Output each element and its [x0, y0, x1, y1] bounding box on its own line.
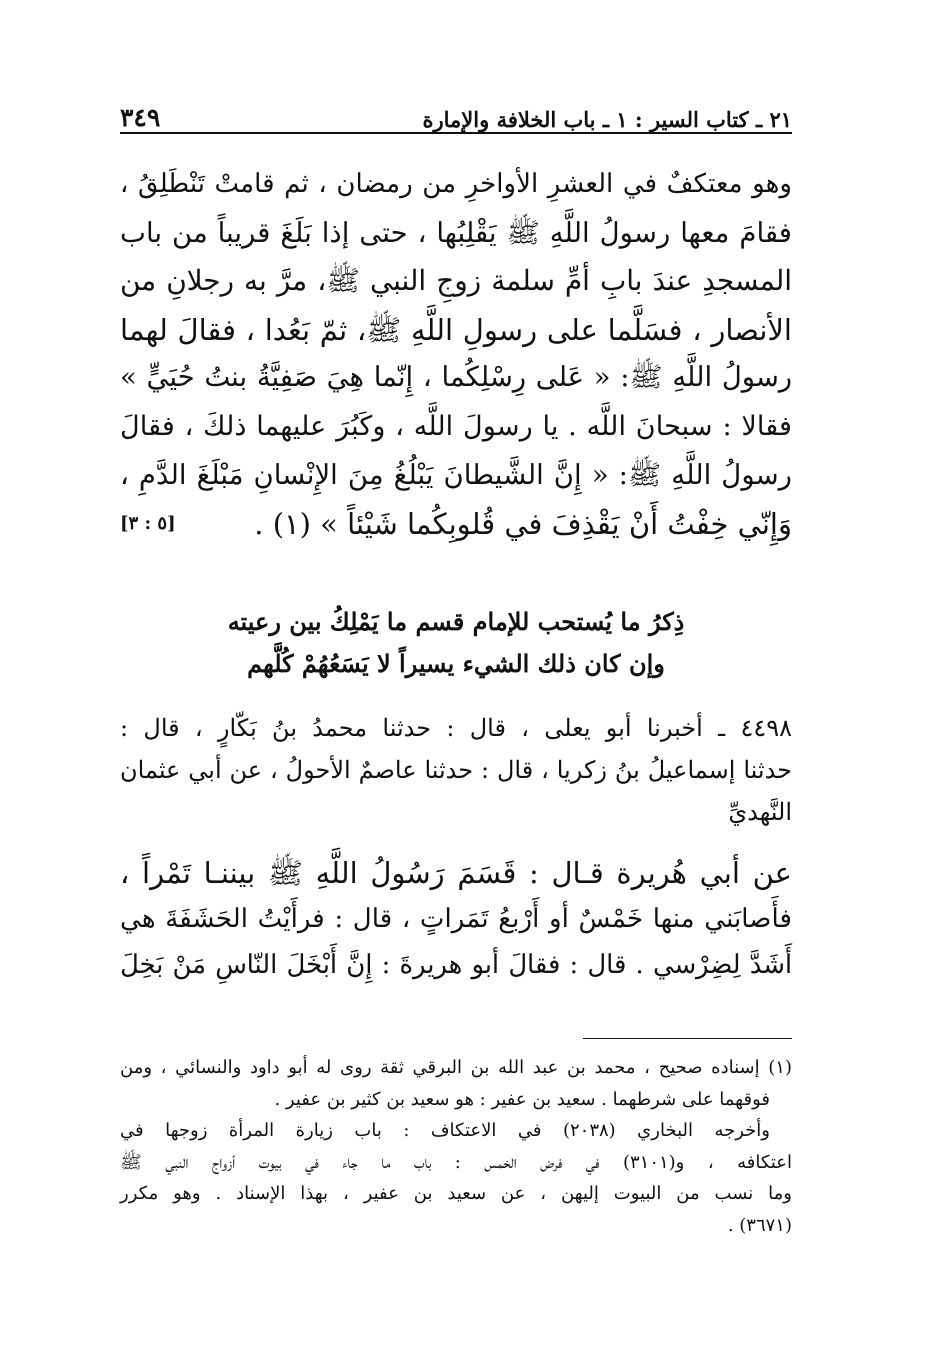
body-line: فقالا : سبحانَ اللَّه . يا رسولَ اللَّه ، وكَبُرَ عليهما ذلكَ ، فقالَ	[120, 410, 792, 442]
page-number: ٣٤٩	[120, 103, 161, 132]
chain-line: النَّهديِّ	[728, 798, 792, 826]
body-line: رسولُ اللَّهِ ﷺ: « عَلى رِسْلِكُما ، إِنّما هِيَ صَفِيَّةُ بنتُ حُيَيٍّ »	[120, 362, 792, 393]
body-line: فقامَ معها رسولُ اللَّهِ ﷺ يَقْلِبُها ، حتى إذا بَلَغَ قريباً من باب	[120, 215, 792, 249]
matn-line: فأَصابَني منها خَمْسٌ أو أَرْبعُ تَمَراتٍ ، قال : فرأَيْتُ الحَشَفَةَ هي	[120, 904, 792, 934]
section-heading-line: وإن كان ذلك الشيء يسيراً لا يَسَعُهُمْ كُلَّهم	[247, 649, 665, 678]
chain-line: حدثنا إسماعيلُ بنُ زكريا ، قال : حدثنا عاصمٌ الأحولُ ، عن أبي عثمان	[120, 756, 792, 784]
body-line: المسجدِ عندَ بابِ أمِّ سلمة زوجِ النبي ﷺ، مرَّ به رجلانِ من	[120, 264, 792, 297]
footnote-line: (١) إسناده صحيح ، محمد بن عبد الله بن البرقي ثقة روى له أبو داود والنسائي ، ومن	[120, 1057, 792, 1078]
body-line: وهو معتكفٌ في العشرِ الأواخرِ من رمضان ، ثم قامتْ تَنْطَلِقُ ،	[120, 169, 792, 199]
footnote-line: فوقهما على شرطهما . سعيد بن عفير : هو سعيد بن كثير بن عفير .	[274, 1088, 770, 1110]
footnotes	[120, 1052, 792, 1241]
header-rule	[120, 132, 792, 134]
volume-citation: [٥ : ٣]	[120, 512, 176, 534]
running-head	[120, 92, 792, 132]
matn-line: أَشَدَّ لِضِرْسي . قال : فقالَ أبو هريرةَ : إِنَّ أَبْخَلَ النّاسِ مَنْ بَخِلَ	[120, 950, 792, 980]
footnote-line: اعتكافه ، و(٣١٠١) في فرض الخمس : باب ما جاء في بيوت أزواج النبي ﷺ	[120, 1151, 792, 1173]
hadith-chain	[120, 707, 792, 833]
running-title: ٢١ ـ كتاب السير : ١ ـ باب الخلافة والإمارة	[422, 107, 792, 132]
footnote-line: وأخرجه البخاري (٢٠٣٨) في الاعتكاف : باب زيارة المرأة زوجها في	[120, 1120, 770, 1141]
body-line: الأنصار ، فسَلَّما على رسولِ اللَّهِ ﷺ، ثمّ بَعُدا ، فقالَ لهما	[120, 312, 792, 347]
footnote-line: وما نسب من البيوت إليهن ، عن سعيد بن عفير ، بهذا الإسناد . وهو مكرر	[120, 1183, 792, 1204]
body-line: رسولُ اللَّهِ ﷺ: « إِنَّ الشَّيطانَ يَبْلُغُ مِنَ الإِنْسانِ مَبْلَغَ الدَّمِ ،	[120, 458, 792, 491]
body-line-last	[120, 500, 792, 549]
section-heading	[150, 601, 762, 685]
body-last-text: وَإِنّي خِفْتُ أَنْ يَقْذِفَ في قُلوبِكُما شَيْئاً » (١) .	[254, 506, 792, 541]
section-heading-line: ذِكرُ ما يُستحب للإمام قسم ما يَمْلِكُ بين رعيته	[227, 607, 685, 636]
hadith-text	[120, 850, 792, 988]
body-text	[120, 160, 792, 548]
footnote-line: (٣٦٧١) .	[727, 1214, 792, 1236]
footnote-rule	[583, 1038, 792, 1039]
matn-line: عن أبي هُريرة قـال : قَسَمَ رَسُولُ اللَّهِ ﷺ بيننـا تَمْراً ،	[120, 856, 792, 890]
chain-line: ٤٤٩٨ ـ أخبرنا أبو يعلى ، قال : حدثنا محمدُ بنُ بَكّارٍ ، قال :	[120, 714, 792, 742]
